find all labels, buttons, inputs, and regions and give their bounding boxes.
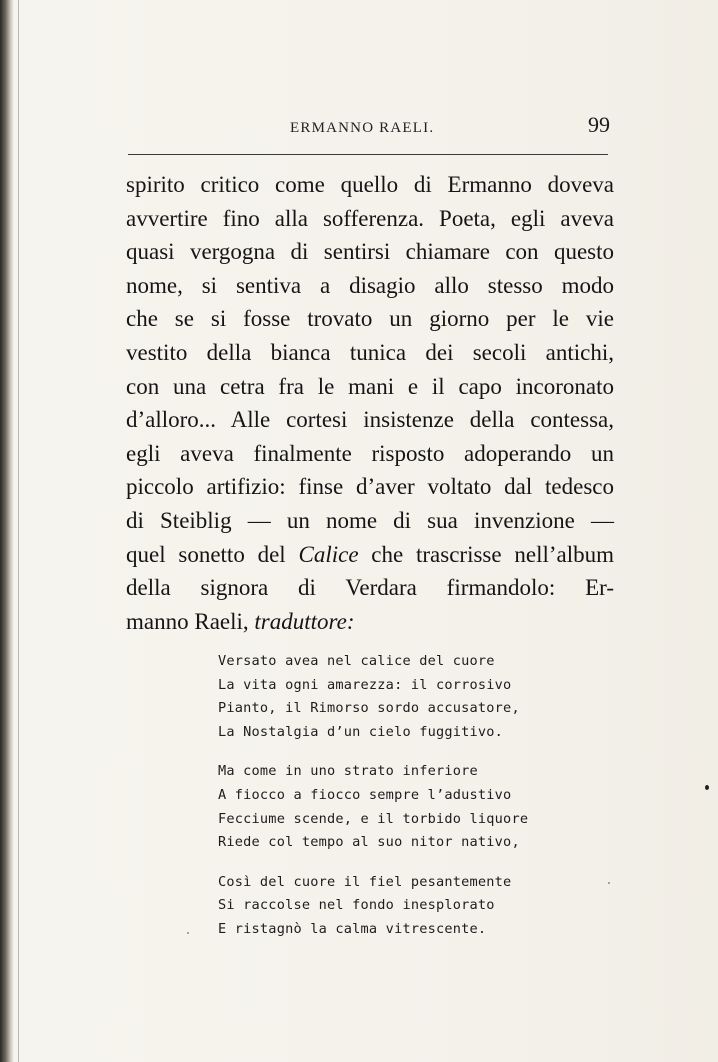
text-line: che se si fosse trovato un giorno per le vie — [126, 306, 614, 332]
text-line: della signora di Verdara firmandolo: Er- — [126, 575, 614, 601]
stanza-3 — [218, 871, 548, 942]
running-title: ERMANNO RAELI. — [290, 120, 435, 136]
verse-line: La vita ogni amarezza: il corrosivo — [218, 676, 512, 693]
verse-line: Riede col tempo al suo nitor nativo, — [218, 834, 520, 851]
verse-line: E ristagnò la calma vitrescente. — [218, 920, 487, 937]
text-line: egli aveva finalmente risposto adoperando un — [126, 440, 614, 466]
text-line: quasi vergogna di sentirsi chiamare con questo — [126, 239, 614, 265]
text-fragment: manno Raeli, — [126, 608, 255, 634]
verse-line: Fecciume scende, e il torbido liquore — [218, 810, 529, 827]
book-gutter-shadow — [0, 0, 14, 1062]
text-line: di Steiblig — un nome di sua invenzione — — [126, 507, 614, 533]
verse-line: Pianto, il Rimorso sordo accusatore, — [218, 700, 520, 717]
verse-line: Versato avea nel calice del cuore — [218, 653, 495, 669]
text-line-signature — [126, 605, 614, 639]
verse-line: Si raccolse nel fondo inesplorato — [218, 897, 495, 914]
header-rule — [128, 154, 608, 155]
prose-paragraph — [126, 168, 614, 638]
italic-title: Calice — [298, 541, 359, 567]
ink-speck — [705, 785, 709, 790]
stanza-1 — [218, 650, 548, 744]
page-number: 99 — [588, 112, 610, 137]
text-line: avvertire fino alla sofferenza. Poeta, egli aveva — [126, 205, 614, 231]
text-line: spirito critico come quello di Ermanno doveva — [126, 172, 614, 197]
verse-line: Così del cuore il fiel pesantemente — [218, 873, 512, 890]
ink-speck — [608, 882, 610, 884]
text-fragment: che trascrisse nell’album — [358, 541, 614, 567]
stanza-2 — [218, 760, 548, 854]
page-header — [128, 112, 610, 144]
text-line: piccolo artifizio: finse d’aver voltato dal tedesco — [126, 474, 614, 500]
sonnet — [218, 650, 548, 958]
text-line: nome, si sentiva a disagio allo stesso modo — [126, 272, 614, 298]
text-line: con una cetra fra le mani e il capo incoronato — [126, 373, 614, 399]
gutter-edge-line — [18, 0, 19, 1062]
text-fragment: quel sonetto del — [126, 541, 299, 567]
text-line: d’alloro... Alle cortesi insistenze della contessa, — [126, 407, 614, 433]
ink-speck — [187, 932, 189, 934]
text-line-calice — [126, 538, 614, 572]
verse-line: A fiocco a fiocco sempre l’adustivo — [218, 786, 512, 803]
verse-line: Ma come in uno strato inferiore — [218, 763, 478, 780]
italic-word: traduttore: — [254, 608, 355, 634]
text-line: vestito della bianca tunica dei secoli antichi, — [126, 339, 614, 365]
verse-line: La Nostalgia d’un cielo fuggitivo. — [218, 723, 504, 740]
